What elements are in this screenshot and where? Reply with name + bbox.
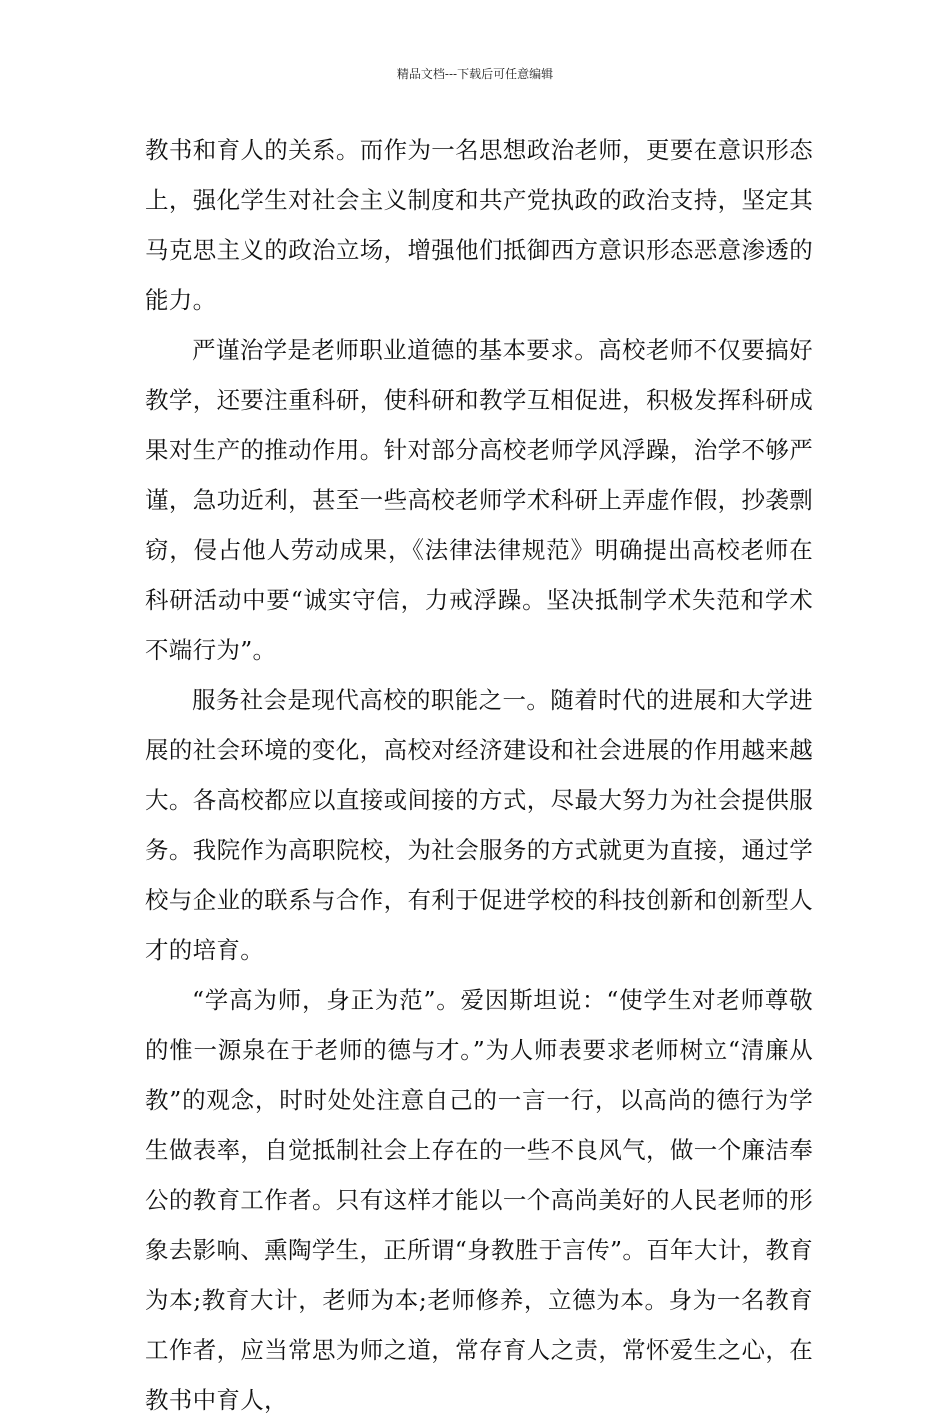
- paragraph-2: 严谨治学是老师职业道德的基本要求。高校老师不仅要搞好教学，还要注重科研，使科研和教学互相促进，积极发挥科研成果对生产的推动作用。针对部分高校老师学风浮躁，治学不够严谨，急功近利，甚至一些高校老师学术科研上弄虚作假，抄袭剽窃，侵占他人劳动成果，《法律法律规范》明确提出高校老师在科研活动中要“诚实守信，力戒浮躁。坚决抵制学术失范和学术不端行为”。: [145, 336, 813, 664]
- page-header: 精品文档---下载后可任意编辑: [396, 67, 554, 81]
- paragraph-1: 教书和育人的关系。而作为一名思想政治老师，更要在意识形态上，强化学生对社会主义制度和共产党执政的政治支持，坚定其马克思主义的政治立场，增强他们抵御西方意识形态恶意渗透的能力。: [145, 136, 813, 314]
- paragraph-3: 服务社会是现代高校的职能之一。随着时代的进展和大学进展的社会环境的变化，高校对经济建设和社会进展的作用越来越大。各高校都应以直接或间接的方式，尽最大努力为社会提供服务。我院作为高职院校，为社会服务的方式就更为直接，通过学校与企业的联系与合作，有利于促进学校的科技创新和创新型人才的培育。: [145, 686, 813, 964]
- document-body: [145, 125, 813, 1425]
- paragraph-4: “学高为师，身正为范”。爱因斯坦说：“使学生对老师尊敬的惟一源泉在于老师的德与才。”为人师表要求老师树立“清廉从教”的观念，时时处处注意自己的一言一行，以高尚的德行为学生做表率，自觉抵制社会上存在的一些不良风气，做一个廉洁奉公的教育工作者。只有这样才能以一个高尚美好的人民老师的形象去影响、熏陶学生，正所谓“身教胜于言传”。百年大计，教育为本;教育大计，老师为本;老师修养，立德为本。身为一名教育工作者，应当常思为师之道，常存育人之责，常怀爱生之心，在教书中育人，: [145, 986, 813, 1414]
